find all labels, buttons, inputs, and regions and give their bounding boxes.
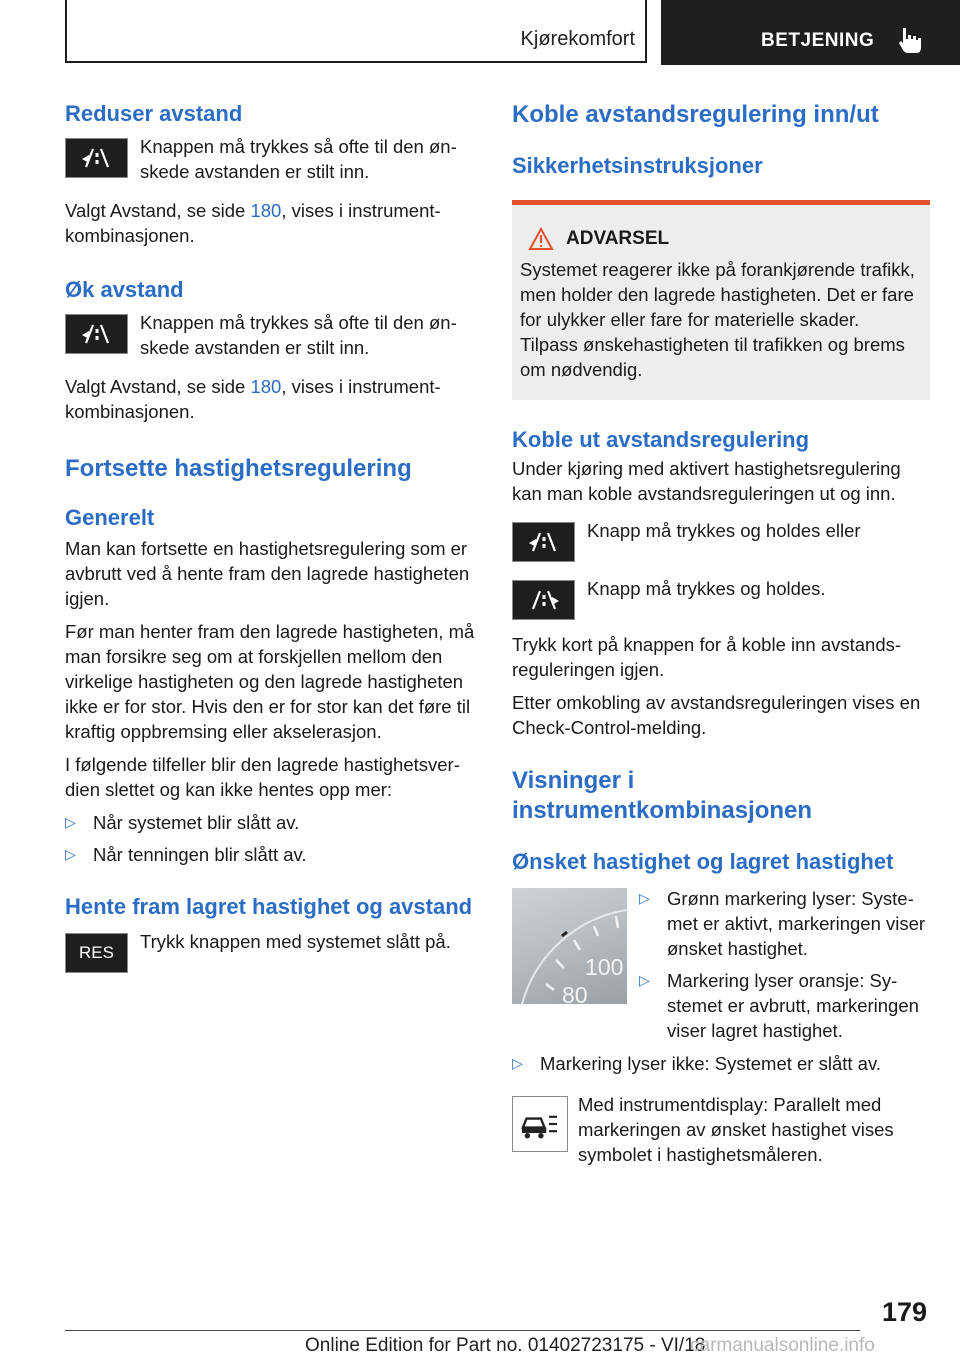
reduser-button-text: Knappen må trykkes så ofte til den ønskede avstanden er stilt inn.	[140, 136, 457, 182]
list-item: ▷ Grønn markering lyser: Systemet er aktivt, markeringen viser ønsket hastighet.	[639, 888, 926, 959]
hente-button-row	[65, 929, 480, 973]
display-symbol-row	[512, 1096, 930, 1167]
distance-button-icon	[512, 522, 575, 562]
gauge-label-80: 80	[562, 982, 588, 1004]
koble-ut-p3: Etter omkobling av avstandsreguleringen vises en Check-Control-melding.	[512, 692, 921, 738]
list-item: ▷ Når tenningen blir slått av.	[65, 844, 307, 865]
heading-sikkerhet: Sikkerhetsinstruksjoner	[512, 153, 763, 178]
triangle-bullet-icon: ▷	[512, 1055, 523, 1071]
generelt-p1: Man kan fortsette en hastighetsregulering som er avbrutt ved å hente fram den lagrede hastigheten igjen.	[65, 538, 470, 609]
koble-ut-btn2-text: Knapp må trykkes og holdes.	[587, 578, 826, 599]
koble-ut-p2: Trykk kort på knappen for å koble inn avstandsreguleringen igjen.	[512, 634, 902, 680]
reduser-note-pre: Valgt Avstand, se side	[65, 200, 251, 221]
header-section-title: Kjørekomfort	[520, 28, 635, 50]
koble-ut-button-row-1	[512, 518, 930, 562]
warning-title	[528, 227, 918, 251]
distance-control-symbol-icon	[512, 1096, 568, 1152]
ok-button-row	[65, 310, 480, 360]
heading-hente-fram: Hente fram lagret hastighet og avstand	[65, 894, 473, 919]
warning-text: Systemet reagerer ikke på forankjørende trafikk, men holder den lagrede hastigheten. Det er fare for ulykker eller fare for materielle skader. Tilpass ønskehastigheten til trafikken og brems om nødvendig.	[520, 259, 915, 380]
gauge-label-100: 100	[585, 954, 624, 980]
warning-box	[512, 200, 930, 400]
distance-button-icon	[65, 138, 128, 178]
ok-button-text: Knappen må trykkes så ofte til den ønskede avstanden er stilt inn.	[140, 312, 457, 358]
heading-koble-inn-ut: Koble avstandsregulering inn/ut	[512, 101, 879, 128]
ok-note	[65, 374, 480, 424]
reduser-note	[65, 198, 480, 248]
page-link-180[interactable]: 180	[250, 376, 282, 397]
status-bullet-list	[512, 1051, 930, 1076]
display-text: Med instrumentdisplay: Parallelt med markeringen av ønsket hastighet vises symbolet i hastighetsmåleren.	[578, 1094, 894, 1165]
left-column	[65, 100, 480, 973]
page-link-180[interactable]: 180	[250, 200, 282, 221]
warning-label: ADVARSEL	[566, 228, 670, 249]
heading-generelt: Generelt	[65, 505, 155, 530]
gauge-bullet-list	[639, 886, 930, 1043]
heading-reduser-avstand: Reduser avstand	[65, 101, 243, 126]
page-number: 179	[881, 1297, 927, 1327]
heading-fortsette: Fortsette hastighetsregulering	[65, 455, 412, 482]
reduser-button-row	[65, 134, 480, 184]
speedometer-image	[512, 888, 627, 1004]
list-item: ▷ Når systemet blir slått av.	[65, 812, 300, 833]
generelt-p3: I følgende tilfeller blir den lagrede hastighetsverdien slettet og kan ikke hentes opp mer:	[65, 754, 460, 800]
ok-note-pre: Valgt Avstand, se side	[65, 376, 251, 397]
distance-button-icon	[512, 580, 575, 620]
list-item: ▷ Markering lyser ikke: Systemet er slått av.	[512, 1053, 881, 1074]
generelt-bullet-list	[65, 810, 480, 867]
generelt-p2: Før man henter fram den lagrede hastigheten, må man forsikre seg om at forskjellen mellom den virkelige hastigheten og den lagrede hastigheten ikke er for stor. Hvis den er for stor kan det føre til kraftig oppbremsing eller akselerasjon.	[65, 621, 475, 742]
triangle-bullet-icon: ▷	[639, 972, 650, 988]
heading-ok-avstand: Øk avstand	[65, 277, 184, 302]
header-chapter-tab	[661, 0, 960, 65]
res-button-icon: RES	[65, 933, 128, 973]
koble-ut-btn1-text: Knapp må trykkes og holdes eller	[587, 520, 861, 541]
warning-triangle-icon	[528, 227, 554, 251]
hente-button-text: Trykk knappen med systemet slått på.	[140, 931, 451, 952]
triangle-bullet-icon: ▷	[65, 814, 76, 830]
pointing-hand-icon	[894, 24, 926, 56]
heading-koble-ut: Koble ut avstandsregulering	[512, 427, 810, 452]
footer-divider	[65, 1330, 860, 1331]
ok-note-post: , vises i instrumentkombinasjonen.	[65, 376, 441, 422]
koble-ut-button-row-2	[512, 576, 930, 620]
reduser-note-post: , vises i instrumentkombinasjonen.	[65, 200, 441, 246]
list-item: ▷ Markering lyser oransje: Systemet er avbrutt, markeringen viser lagret hastighet.	[639, 970, 919, 1041]
heading-visninger: Visninger i instrumentkombinasjonen	[512, 767, 813, 824]
watermark-text: carmanualsonline.info	[690, 1335, 875, 1356]
header-chapter-title: BETJENING	[761, 30, 875, 51]
distance-button-icon	[65, 314, 128, 354]
triangle-bullet-icon: ▷	[65, 846, 76, 862]
koble-ut-p1: Under kjøring med aktivert hastighetsregulering kan man koble avstandsreguleringen ut og inn.	[512, 458, 901, 504]
heading-onsket-hastighet: Ønsket hastighet og lagret hastighet	[512, 849, 894, 874]
triangle-bullet-icon: ▷	[639, 890, 650, 906]
edition-text: Online Edition for Part no. 01402723175 - VI/18	[305, 1335, 706, 1356]
right-column	[512, 100, 930, 1167]
gauge-row	[512, 888, 930, 1043]
